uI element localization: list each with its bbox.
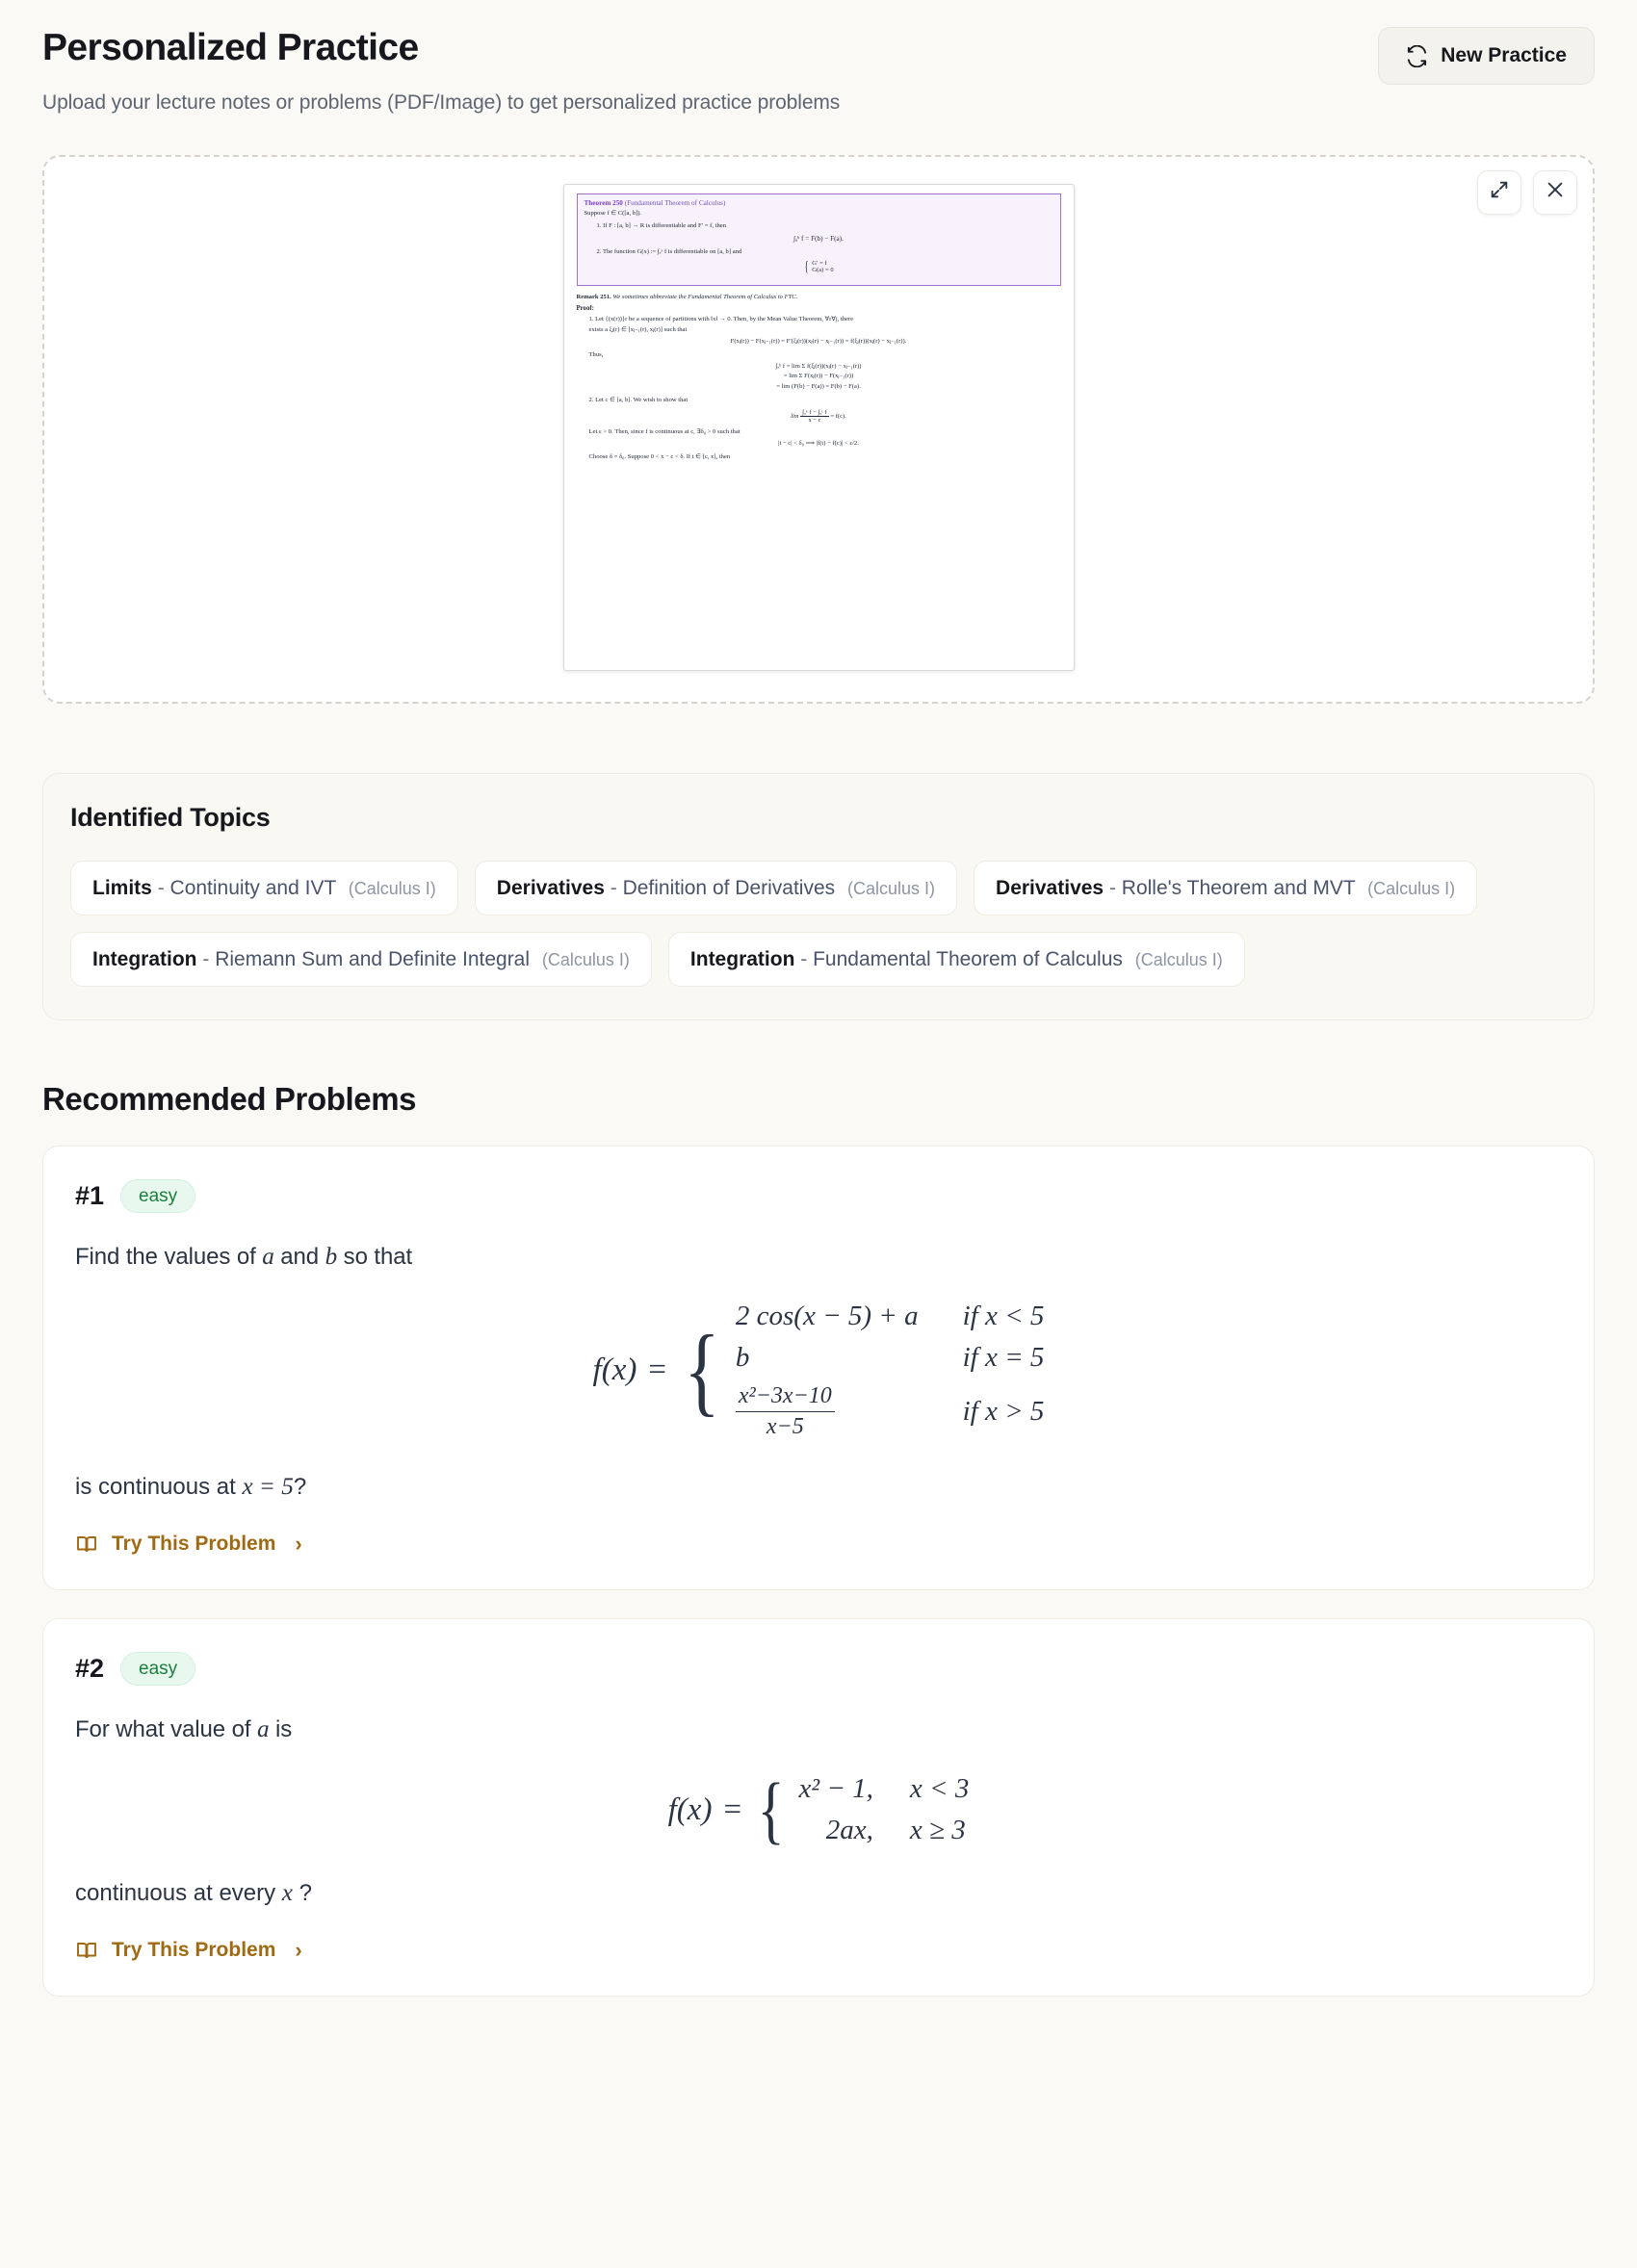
topic-course: (Calculus I) [1367,878,1456,898]
try-this-problem-label: Try This Problem [112,1939,276,1962]
case-fraction [736,1383,835,1440]
proof-2-line-1: 2. Let c ∈ [a, b]. We wish to show that [588,397,689,404]
proof-2-fraction [800,409,829,424]
difficulty-badge: easy [120,1179,195,1213]
case-row [736,1296,1045,1337]
intro-before: For what value of [75,1716,257,1743]
formula-equals: = [723,1791,742,1827]
problem-header [75,1652,1562,1686]
upload-preview-panel [42,155,1595,704]
problem-card [42,1146,1595,1590]
problem-2-formula [75,1768,1562,1851]
formula-equals: = [648,1353,666,1388]
theorem-heading [585,199,1053,207]
case-row [736,1379,1045,1445]
identified-topics-card [42,773,1595,1020]
page-title: Personalized Practice [42,27,419,68]
tail-math: x [281,1880,293,1907]
proof-1-line-2: exists a ξⱼ(r) ∈ [xⱼ₋₁(r), xⱼ(r)] such that [588,326,688,334]
topic-main: Integration [92,948,197,971]
intro-var-a: a [256,1716,270,1743]
intro-var-a: a [262,1244,274,1271]
proof-2-line-2: Let ε > 0. Then, since f is continuous at c, ∃δ₀ > 0 such that [588,427,741,435]
topic-sub: Continuity and IVT [169,876,336,899]
tail-after: ? [292,1880,312,1907]
problem-statement-tail [75,1880,1562,1907]
topic-course: (Calculus I) [348,878,436,898]
proof-sum-equations [577,362,1061,393]
case-value [736,1379,919,1445]
topic-course: (Calculus I) [541,950,630,970]
topic-chip[interactable] [70,932,652,987]
case-value: b [735,1342,750,1374]
theorem-box [577,193,1061,286]
document-thumbnail[interactable] [563,184,1075,671]
topic-course: (Calculus I) [1134,950,1223,970]
case-value: 2ax, [825,1815,873,1846]
document-remark [577,294,1061,300]
book-icon [75,1533,98,1556]
try-this-problem-link[interactable] [75,1532,302,1557]
problem-number: #1 [75,1181,105,1211]
fraction-denominator: x−5 [766,1414,804,1440]
topic-main: Derivatives [996,876,1104,899]
theorem-equation-2: { G′ = f G(a) = 0 [804,259,834,275]
theorem-equation-1: ∫ₐᵇ f = F(b) − F(a). [793,234,844,243]
topic-sub: Fundamental Theorem of Calculus [813,948,1123,971]
page-header [42,27,1595,115]
formula-lhs: f(x) [592,1353,637,1388]
problem-statement-intro [75,1716,1562,1743]
proof-eq-line-3: = lim (F(b) − F(a)) = F(b) − F(a). [776,382,861,390]
proof-2-denominator: x − c [808,416,821,424]
intro-before: Find the values of [75,1244,263,1271]
fraction-numerator: x²−3x−10 [736,1383,835,1412]
remark-label: Remark 251. [576,294,611,301]
page-subtitle: Upload your lecture notes or problems (PDF/Image) to get personalized practice problems [42,90,841,114]
theorem-eq2-line1: G′ = f [812,260,827,268]
topic-main: Integration [689,948,795,971]
left-brace: { [684,1315,720,1427]
intro-after: is [269,1716,293,1743]
case-condition: if x < 5 [962,1301,1045,1332]
header-text-group [42,27,840,115]
topic-chip[interactable] [70,861,458,915]
case-condition: x < 3 [909,1773,970,1805]
topic-dash: - [157,876,165,899]
recommended-problems-title: Recommended Problems [42,1081,417,1118]
theorem-eq2-line2: G(a) = 0 [812,267,834,274]
proof-2-line-3: Choose δ = δ₀. Suppose 0 < x − c < δ. If t ∈ [c, x], then [588,453,731,461]
problem-statement-intro [75,1244,1562,1271]
problem-1-formula [75,1296,1562,1445]
topic-dash: - [1108,876,1116,899]
new-practice-button[interactable] [1378,27,1595,85]
theorem-item-1: 1. If F : [a, b] → R is differentiable and F′ = f, then [596,221,727,229]
topic-dash: - [202,948,210,971]
problem-statement-tail [75,1474,1562,1501]
topic-chip[interactable] [668,932,1245,987]
topic-main: Derivatives [496,876,605,899]
cases-block [736,1296,1045,1445]
theorem-number: Theorem 250 [584,198,623,207]
remark-text: We sometimes abbreviate the Fundamental Theorem of Calculus to FTC. [612,294,798,301]
case-condition: if x > 5 [962,1396,1045,1428]
case-row [799,1768,970,1810]
intro-var-b: b [325,1244,338,1271]
case-row [736,1337,1045,1379]
difficulty-badge: easy [120,1652,195,1686]
problem-header [75,1179,1562,1213]
proof-eq-line-2: = lim Σ F(xⱼ(r)) − F(xⱼ₋₁(r)) [783,373,854,380]
tail-math: x = 5 [242,1474,294,1501]
theorem-suppose-line: Suppose f ∈ C([a, b]). [584,209,642,217]
cases-block [799,1768,970,1851]
topic-chip-list [70,861,1567,987]
tail-after: ? [293,1474,307,1501]
proof-label: Proof: [576,305,594,313]
topic-sub: Rolle's Theorem and MVT [1121,876,1356,899]
proof-eq-line-1: ∫ₐᵇ f = lim Σ f(ξⱼ(r))(xⱼ(r) − xⱼ₋₁(r)) [775,362,862,370]
close-preview-button[interactable] [1533,170,1577,215]
tail-before: is continuous at [75,1474,243,1501]
case-condition: x ≥ 3 [909,1815,966,1846]
topic-sub: Riemann Sum and Definite Integral [215,948,531,971]
problem-number: #2 [75,1654,105,1684]
topic-sub: Definition of Derivatives [622,876,836,899]
topic-main: Limits [92,876,152,899]
book-icon [75,1939,98,1962]
tail-before: continuous at every [75,1880,282,1907]
topic-dash: - [800,948,808,971]
proof-1-line-1: 1. Let {(x(r))}r be a sequence of partitions with ‖x‖ → 0. Then, by the Mean Value Theorem, ∀r∀j, there [588,316,854,323]
expand-icon [1489,179,1510,205]
chevron-right-icon: › [295,1532,302,1557]
theorem-item-2: 2. The function G(x) := ∫ₐˣ f is differentiable on [a, b] and [596,247,742,255]
proof-2-equation [577,409,1061,424]
topic-dash: - [610,876,617,899]
case-value: x² − 1, [798,1773,873,1805]
theorem-name: (Fundamental Theorem of Calculus) [624,198,726,207]
proof-2-rhs: = f(c). [830,412,846,420]
intro-after: so that [337,1244,413,1271]
topic-course: (Calculus I) [847,878,936,898]
expand-preview-button[interactable] [1477,170,1521,215]
refresh-icon [1406,45,1428,67]
case-condition: if x = 5 [962,1342,1045,1374]
problem-card [42,1618,1595,1997]
case-value: 2 cos(x − 5) + a [735,1301,919,1332]
proof-2-equation-2: |t − c| < δ₀ ⟹ |f(t) − f(c)| < ε/2. [778,439,859,447]
proof-1-equation: F(xⱼ(r)) − F(xⱼ₋₁(r)) = F′(ξⱼ(r))(xⱼ(r) − xⱼ₋₁(r)) = f(ξⱼ(r))(xⱼ(r) − xⱼ₋₁(r)). [730,338,907,346]
left-brace: { [757,1766,785,1851]
topic-chip[interactable] [475,861,957,915]
proof-2-numerator: ∫ₐˣ f − ∫ₐᶜ f [802,408,827,416]
proof-2-lim-label: lim [791,412,799,420]
intro-mid: and [273,1244,325,1271]
identified-topics-title: Identified Topics [70,802,271,832]
proof-thus-label: Thus, [588,350,604,358]
try-this-problem-link[interactable] [75,1938,302,1963]
try-this-problem-label: Try This Problem [112,1533,276,1556]
case-row [799,1810,970,1851]
topic-chip[interactable] [974,861,1477,915]
close-icon [1545,179,1566,205]
chevron-right-icon: › [295,1938,302,1963]
new-practice-label: New Practice [1441,44,1567,66]
formula-lhs: f(x) [667,1791,713,1827]
preview-action-buttons [1477,170,1577,215]
